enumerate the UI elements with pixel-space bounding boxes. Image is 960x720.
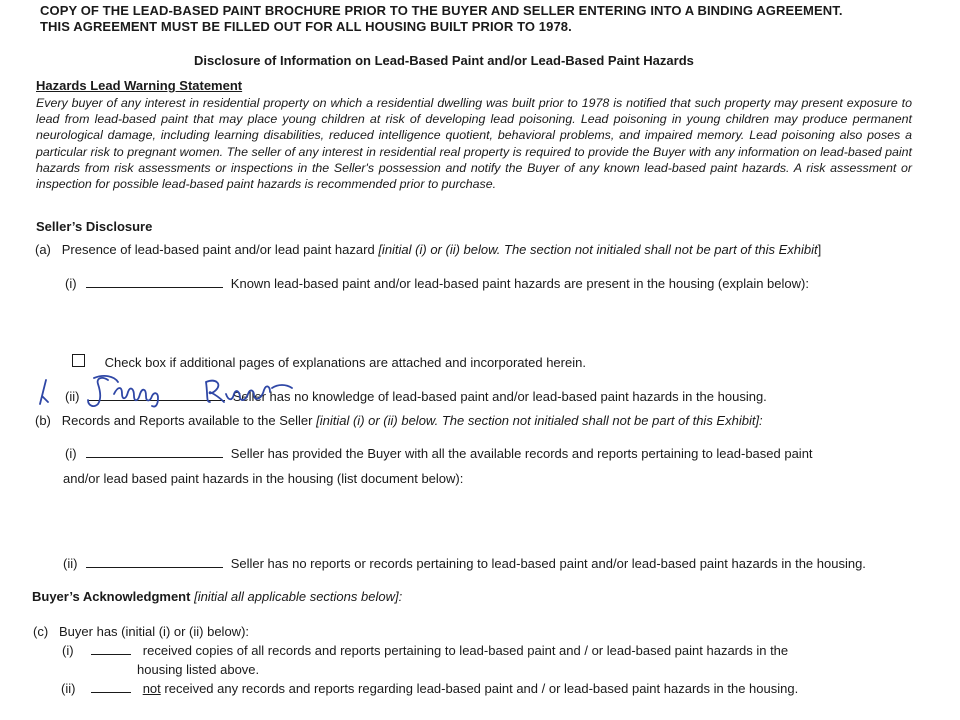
seller-b-ii-initial-blank[interactable] [86,556,223,568]
seller-b-marker: (b) [35,413,51,428]
seller-a-text: Presence of lead-based paint and/or lead paint hazard [61,242,375,257]
seller-b-i-marker: (i) [65,446,77,461]
seller-b-text: Records and Reports available to the Seller [61,413,313,428]
seller-a-marker: (a) [35,242,51,257]
header-line-1: COPY OF THE LEAD-BASED PAINT BROCHURE PRIOR TO THE BUYER AND SELLER ENTERING INTO A BINDING AGREEMENT. [40,3,843,18]
seller-a-i-initial-blank[interactable] [86,276,223,288]
document-title: Disclosure of Information on Lead-Based Paint and/or Lead-Based Paint Hazards [194,53,694,68]
seller-signature [30,372,330,414]
seller-b-i-line [65,446,813,461]
seller-b-note: [initial (i) or (ii) below. The section not initialed shall not be part of this Exhibit]: [316,413,763,428]
buyer-c-ii-marker: (ii) [61,681,76,696]
seller-disclosure-heading: Seller’s Disclosure [36,219,153,234]
seller-a-line [35,242,821,257]
seller-b-ii-text: Seller has no reports or records pertaining to lead-based paint and/or lead-based paint hazards in the housing. [230,556,866,571]
buyer-ack-line [32,589,402,604]
warning-heading: Hazards Lead Warning Statement [36,78,243,93]
buyer-c-marker: (c) [33,624,49,639]
seller-a-ii-text: Seller has no knowledge of lead-based paint and/or lead-based paint hazards in the housing. [232,389,767,404]
attached-pages-checkbox[interactable] [72,354,85,367]
seller-a-i-text: Known lead-based paint and/or lead-based paint hazards are present in the housing (explain below): [230,276,809,291]
seller-a-i-line [65,276,809,291]
buyer-c-text: Buyer has (initial (i) or (ii) below): [59,624,250,639]
buyer-c-ii-line [61,681,798,696]
seller-a-i-marker: (i) [65,276,77,291]
attached-pages-checkbox-label: Check box if additional pages of explanations are attached and incorporated herein. [104,355,586,370]
warning-text: Every buyer of any interest in residential property on which a residential dwelling was built prior to 1978 is notified that such property may present exposure to lead from lead-based paint that may place young children at risk of developing lead poisoning. Lead poisoning in young children may produce permanent neurological damage, including learning disabilities, reduced intelligence quotient, behavioral problems, and impaired memory. Lead poisoning also poses a particular risk to pregnant women. The seller of any interest in residential real property is required to provide the Buyer with any information on lead-based paint hazards from risk assessments or inspections in the Seller's possession and notify the Buyer of any known lead-based paint hazards. A risk assessment or inspection for possible lead-based paint hazards is recommended prior to purchase. [36,96,912,192]
header-line-2: THIS AGREEMENT MUST BE FILLED OUT FOR ALL HOUSING BUILT PRIOR TO 1978. [40,19,572,34]
buyer-ack-note: [initial all applicable sections below]: [194,589,403,604]
buyer-c-ii-initial-blank[interactable] [91,681,131,693]
seller-b-line [35,413,763,428]
seller-b-i-text-2: and/or lead based paint hazards in the housing (list document below): [63,471,464,486]
buyer-c-i-line [62,643,788,658]
seller-a-ii-marker: (ii) [65,389,80,404]
buyer-c-ii-text: received any records and reports regarding lead-based paint and / or lead-based paint hazards in the housing. [164,681,799,696]
buyer-c-ii-not: not [142,681,161,696]
buyer-c-i-text: received copies of all records and reports pertaining to lead-based paint and / or lead-based paint hazards in the [142,643,789,658]
buyer-c-i-initial-blank[interactable] [91,643,131,655]
buyer-c-i-marker: (i) [62,643,74,658]
buyer-c-i-text-2: housing listed above. [137,662,260,677]
seller-b-ii-marker: (ii) [63,556,78,571]
seller-b-i-text: Seller has provided the Buyer with all the available records and reports pertaining to lead-based paint [230,446,813,461]
buyer-c-line [33,624,249,639]
seller-b-ii-line [63,556,866,571]
buyer-ack-heading: Buyer’s Acknowledgment [32,589,191,604]
seller-a-note: [initial (i) or (ii) below. The section not initialed shall not be part of this Exhibit [378,242,818,257]
seller-a-checkbox-line [72,354,586,370]
seller-b-i-initial-blank[interactable] [86,446,223,458]
seller-a-bracket: ] [817,242,822,257]
